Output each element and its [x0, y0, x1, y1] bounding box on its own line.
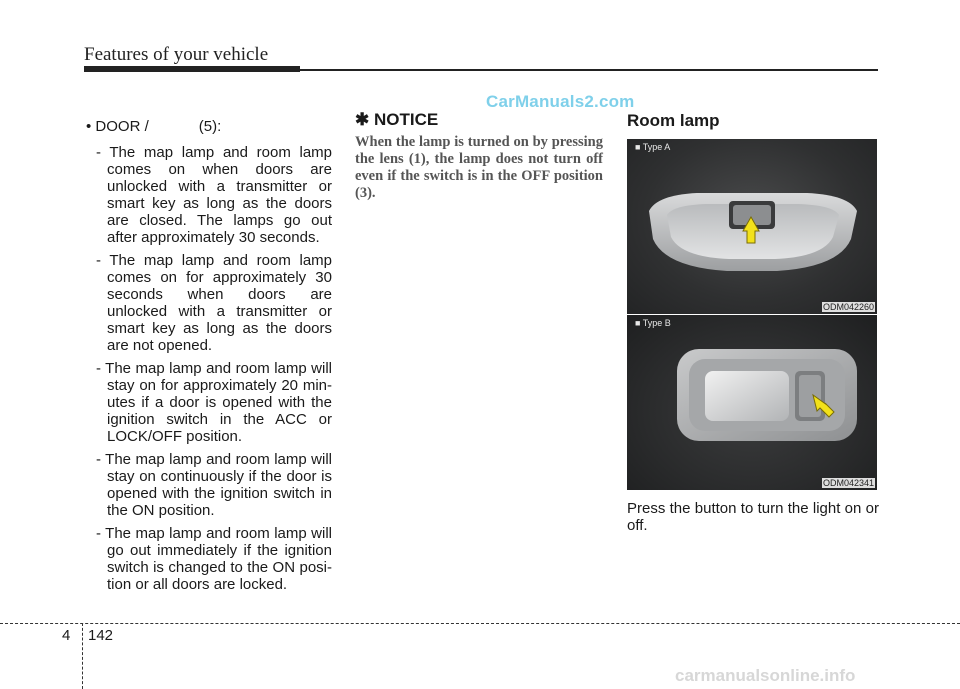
footer-vertical-rule: [82, 623, 83, 689]
notice-title: ✱ NOTICE: [355, 110, 439, 129]
room-lamp-instructions: Press the button to turn the light on or off.: [627, 500, 879, 534]
type-a-label: ■ Type A: [635, 142, 671, 152]
list-item: - The map lamp and room lamp will stay on continuously if the door is opened with the ignition switch in the ON position.: [96, 451, 332, 519]
type-a-code: ODM042260: [822, 302, 874, 312]
list-item: - The map lamp and room lamp will go out immediately if the ignition switch is changed to the ON posi- tion or all doors are locked.: [96, 525, 332, 593]
door-mode-section: [84, 118, 332, 599]
header-rule-thick: [84, 66, 300, 72]
type-b-label: ■ Type B: [635, 318, 671, 328]
list-item: - The map lamp and room lamp comes on when doors are unlocked with a transmitter or smart key as long as the doors are closed. The lamps go out after approximately 30 seconds.: [96, 144, 332, 246]
lamp-type-b-illustration: [627, 315, 877, 490]
door-bullet-text: DOOR / (5):: [95, 118, 222, 135]
room-lamp-type-a-image: [627, 139, 877, 314]
watermark-top[interactable]: CarManuals2.com: [486, 92, 635, 111]
list-item: - The map lamp and room lamp will stay on for approximately 20 min- utes if a door is opened with the ignition switch in the ACC or LOCK/OFF position.: [96, 360, 332, 445]
chapter-number: 4: [62, 627, 71, 644]
room-lamp-type-b-image: [627, 315, 877, 490]
door-bullet: • DOOR / (5):: [86, 118, 222, 135]
list-item: - The map lamp and room lamp comes on for approximately 30 seconds when doors are unlocked with a transmitter or smart key as long as the doors are not opened.: [96, 252, 332, 354]
room-lamp-title: Room lamp: [627, 111, 720, 130]
page-number: 142: [88, 627, 114, 644]
header-rule-thin: [300, 69, 878, 71]
watermark-bottom[interactable]: carmanualsonline.info: [675, 666, 856, 685]
type-b-code: ODM042341: [822, 478, 874, 488]
notice-body: When the lamp is turned on by pressing the lens (1), the lamp does not turn off even if the switch is in the OFF position (3).: [355, 134, 603, 201]
lamp-type-a-illustration: [627, 139, 877, 314]
page-header-title: Features of your vehicle: [84, 44, 269, 65]
footer-dashed-rule: [0, 623, 960, 624]
